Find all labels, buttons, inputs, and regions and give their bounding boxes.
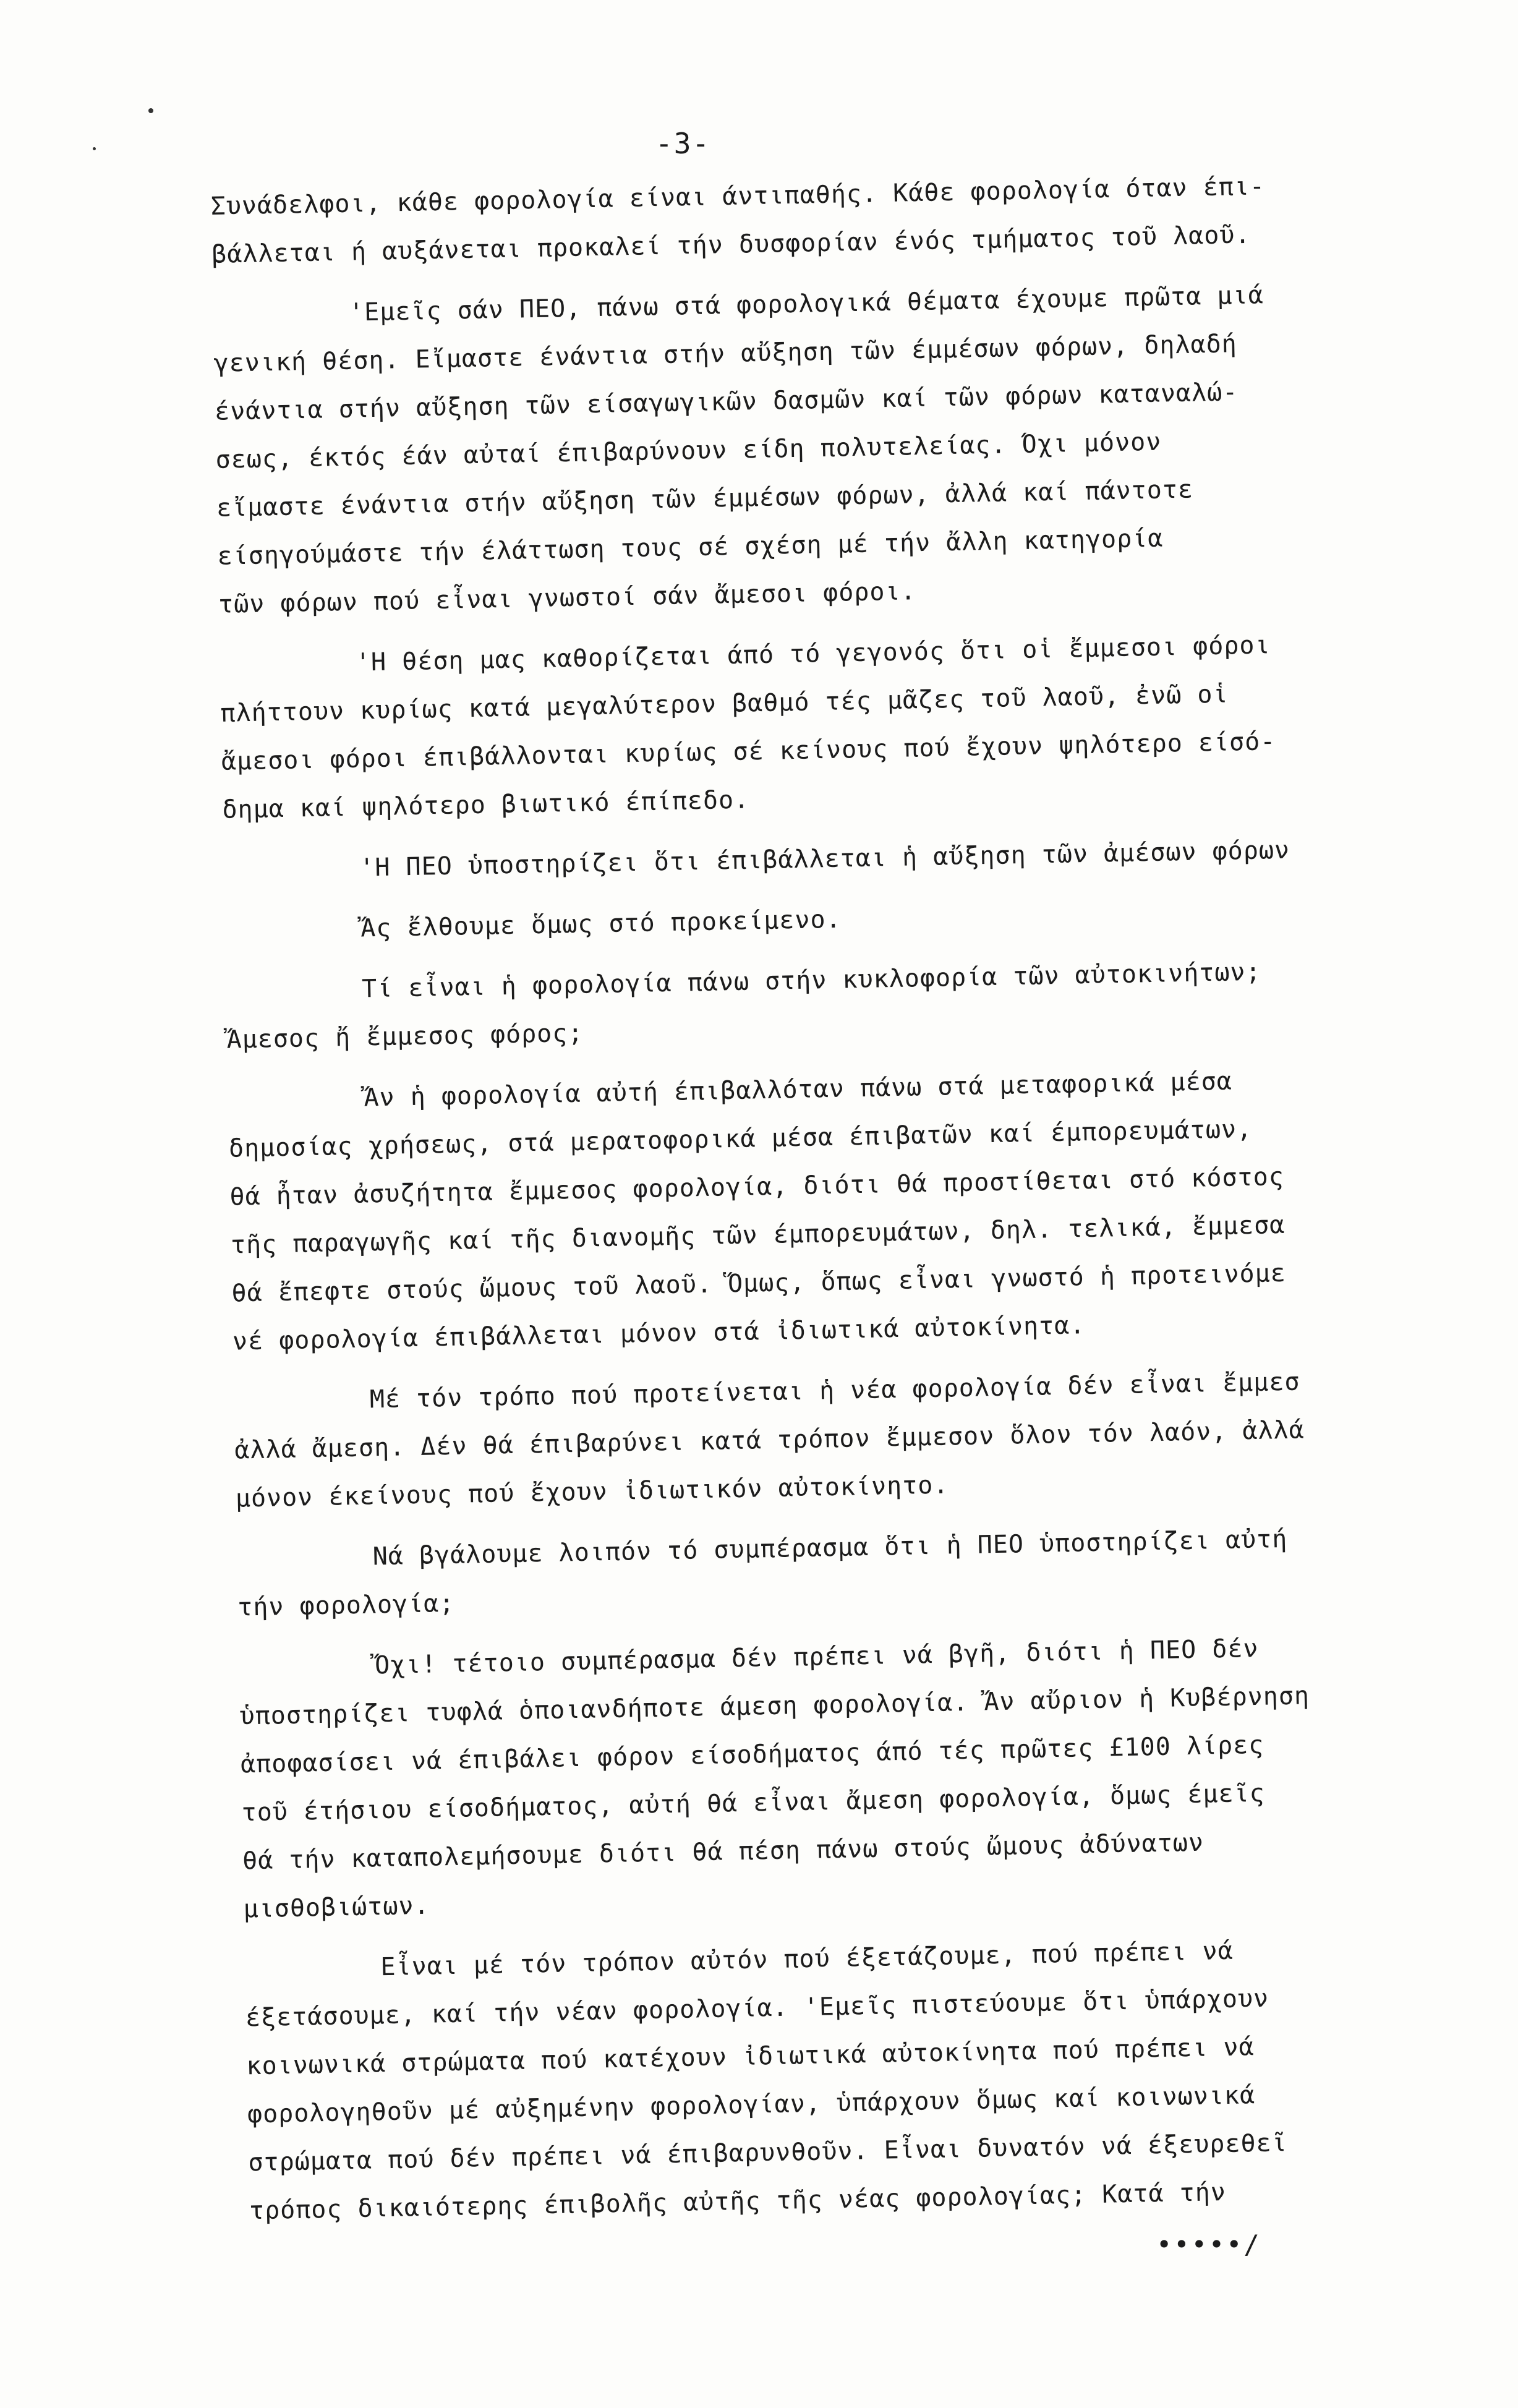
text-line: έξετάσουμε, καί τήν νέαν φορολογία. 'Εμεῖς πιστεύουμε ὅτι ὑπάρχουν [245,1984,1269,2033]
continuation-mark: •••••/ [1156,2229,1261,2260]
text-line: ἄμεσοι φόροι έπιβάλλονται κυρίως σέ κείνους πού ἔχουν ψηλότερο είσό- [221,727,1276,776]
text-line: Συνάδελφοι, κάθε φορολογία είναι άντιπαθής. Κάθε φορολογία όταν έπι- [210,172,1266,221]
text-line: εἴμαστε ένάντια στήν αὔξηση τῶν έμμέσων φόρων, ἀλλά καί πάντοτε [216,475,1194,523]
text-line: φορολογηθοῦν μέ αὐξημένην φορολογίαν, ὑπάρχουν ὅμως καί κοινωνικά [247,2081,1256,2129]
text-line: γενική θέση. Εἴμαστε ένάντια στήν αὔξηση τῶν έμμέσων φόρων, δηλαδή [213,330,1238,378]
paragraph [210,160,1387,279]
paragraph [244,1923,1425,2235]
paragraph [212,268,1393,628]
text-line: ἀλλά ἄμεση. Δέν θά έπιβαρύνει κατά τρόπον ἔμμεσον ὅλον τόν λαόν, ἀλλά [234,1415,1305,1465]
paragraph [223,824,1399,894]
paragraph [219,618,1397,834]
body-text [210,160,1425,2248]
paragraph [225,945,1402,1064]
text-line: τῶν φόρων πού εἶναι γνωστοί σάν ἄμεσοι φόροι. [218,577,917,619]
text-line: κοινωνικά στρώματα πού κατέχουν ἰδιωτικά αὐτοκίνητα πού πρέπει νά [246,2033,1255,2081]
text-line: 'Η θέση μας καθορίζεται άπό τό γεγονός ὅτι οἱ ἔμμεσοι φόροι [355,631,1271,677]
text-line: σεως, έκτός έάν αὐταί έπιβαρύνουν είδη πολυτελείας. Όχι μόνον [215,427,1162,474]
text-line: δημοσίας χρήσεως, στά μερατοφορικά μέσα έπιβατῶν καί έμπορευμάτων, [228,1114,1253,1163]
text-line: θά ἦταν ἀσυζήτητα ἔμμεσος φορολογία, διότι θά προστίθεται στό κόστος [229,1162,1285,1211]
text-line: τρόπος δικαιότερης έπιβολῆς αὐτῆς τῆς νέας φορολογίας; Κατά τήν [249,2178,1227,2226]
text-line: στρώματα πού δέν πρέπει νά έπιβαρυνθοῦν. Εἶναι δυνατόν νά έξευρεθεῖ [248,2128,1288,2177]
text-line: Τί εἶναι ἡ φορολογία πάνω στήν κυκλοφορία τῶν αὐτοκινήτων; [361,957,1262,1004]
paragraph [224,884,1399,955]
text-line: ένάντια στήν αὔξηση τῶν είσαγωγικῶν δασμῶν καί τῶν φόρων καταναλώ- [214,378,1239,426]
text-line: 'Η ΠΕΟ ὑποστηρίζει ὅτι έπιβάλλεται ἡ αὔξηση τῶν ἀμέσων φόρων [359,835,1290,882]
text-line: Ἄν ἡ φορολογία αὐτή έπιβαλλόταν πάνω στά μεταφορικά μέσα [364,1067,1233,1112]
text-line: Εἶναι μέ τόν τρόπον αὐτόν πού έξετάζουμε, πού πρέπει νά [380,1936,1234,1982]
text-line: Νά βγάλουμε λοιπόν τό συμπέρασμα ὅτι ἡ ΠΕΟ ὑποστηρίζει αὐτή [372,1524,1288,1571]
text-line: βάλλεται ή αυξάνεται προκαλεί τήν δυσφορίαν ένός τμήματος τοῦ λαοῦ. [211,220,1251,269]
text-line: νέ φορολογία έπιβάλλεται μόνον στά ἰδιωτικά αὐτοκίνητα. [232,1311,1086,1356]
scan-speck [148,108,153,113]
text-line: Ἄμεσος ἤ ἔμμεσος φόρος; [226,1018,584,1054]
text-line: πλήττουν κυρίως κατά μεγαλύτερον βαθμό τές μᾶζες τοῦ λαοῦ, ἐνῶ οἱ [220,680,1229,728]
paragraph [238,1621,1418,1933]
text-line: Ἄς ἔλθουμε ὅμως στό προκείμενο. [360,905,842,943]
text-line: τήν φορολογία; [237,1589,455,1622]
text-line: μισθοβιώτων. [243,1891,430,1924]
text-line: μόνον έκείνους πού ἔχουν ἰδιωτικόν αὐτοκίνητο. [235,1471,949,1513]
text-line: ὑποστηρίζει τυφλά ὁποιανδήποτε άμεση φορολογία. Ἄν αὔριον ἡ Κυβέρνηση [239,1681,1310,1731]
scan-speck [93,147,96,150]
text-line: Ὄχι! τέτοιο συμπέρασμα δέν πρέπει νά βγῆ, διότι ἡ ΠΕΟ δέν [374,1634,1259,1680]
text-line: τοῦ έτήσιου είσοδήματος, αὐτή θά εἶναι ἄμεση φορολογία, ὅμως έμεῖς [241,1778,1266,1827]
text-line: θά ἔπεφτε στούς ὤμους τοῦ λαοῦ. Ὅμως, ὅπως εἶναι γνωστό ἡ προτεινόμε [231,1258,1287,1308]
text-line: είσηγούμάστε τήν έλάττωση τους σέ σχέση μέ τήν ἄλλη κατηγορία [217,524,1164,571]
text-line: 'Εμεῖς σάν ΠΕΟ, πάνω στά φορολογικά θέματα έχουμε πρῶτα μιά [348,281,1264,327]
text-line: ἀποφασίσει νά έπιβάλει φόρον είσοδήματος άπό τές πρῶτες £100 λίρες [240,1730,1264,1779]
text-line: δημα καί ψηλότερο βιωτικό έπίπεδο. [222,785,750,824]
page-number: -3- [655,127,711,160]
text-line: Μέ τόν τρόπο πού προτείνεται ἡ νέα φορολογία δέν εἶναι ἔμμεσ [369,1367,1300,1414]
paragraph [236,1513,1413,1631]
text-line: θά τήν καταπολεμήσουμε διότι θά πέση πάνω στούς ὤμους ἀδύνατων [242,1828,1205,1876]
text-line: τῆς παραγωγῆς καί τῆς διανομῆς τῶν έμπορευμάτων, δηλ. τελικά, ἔμμεσα [230,1210,1286,1260]
paragraph [228,1054,1408,1365]
paragraph [233,1356,1410,1522]
